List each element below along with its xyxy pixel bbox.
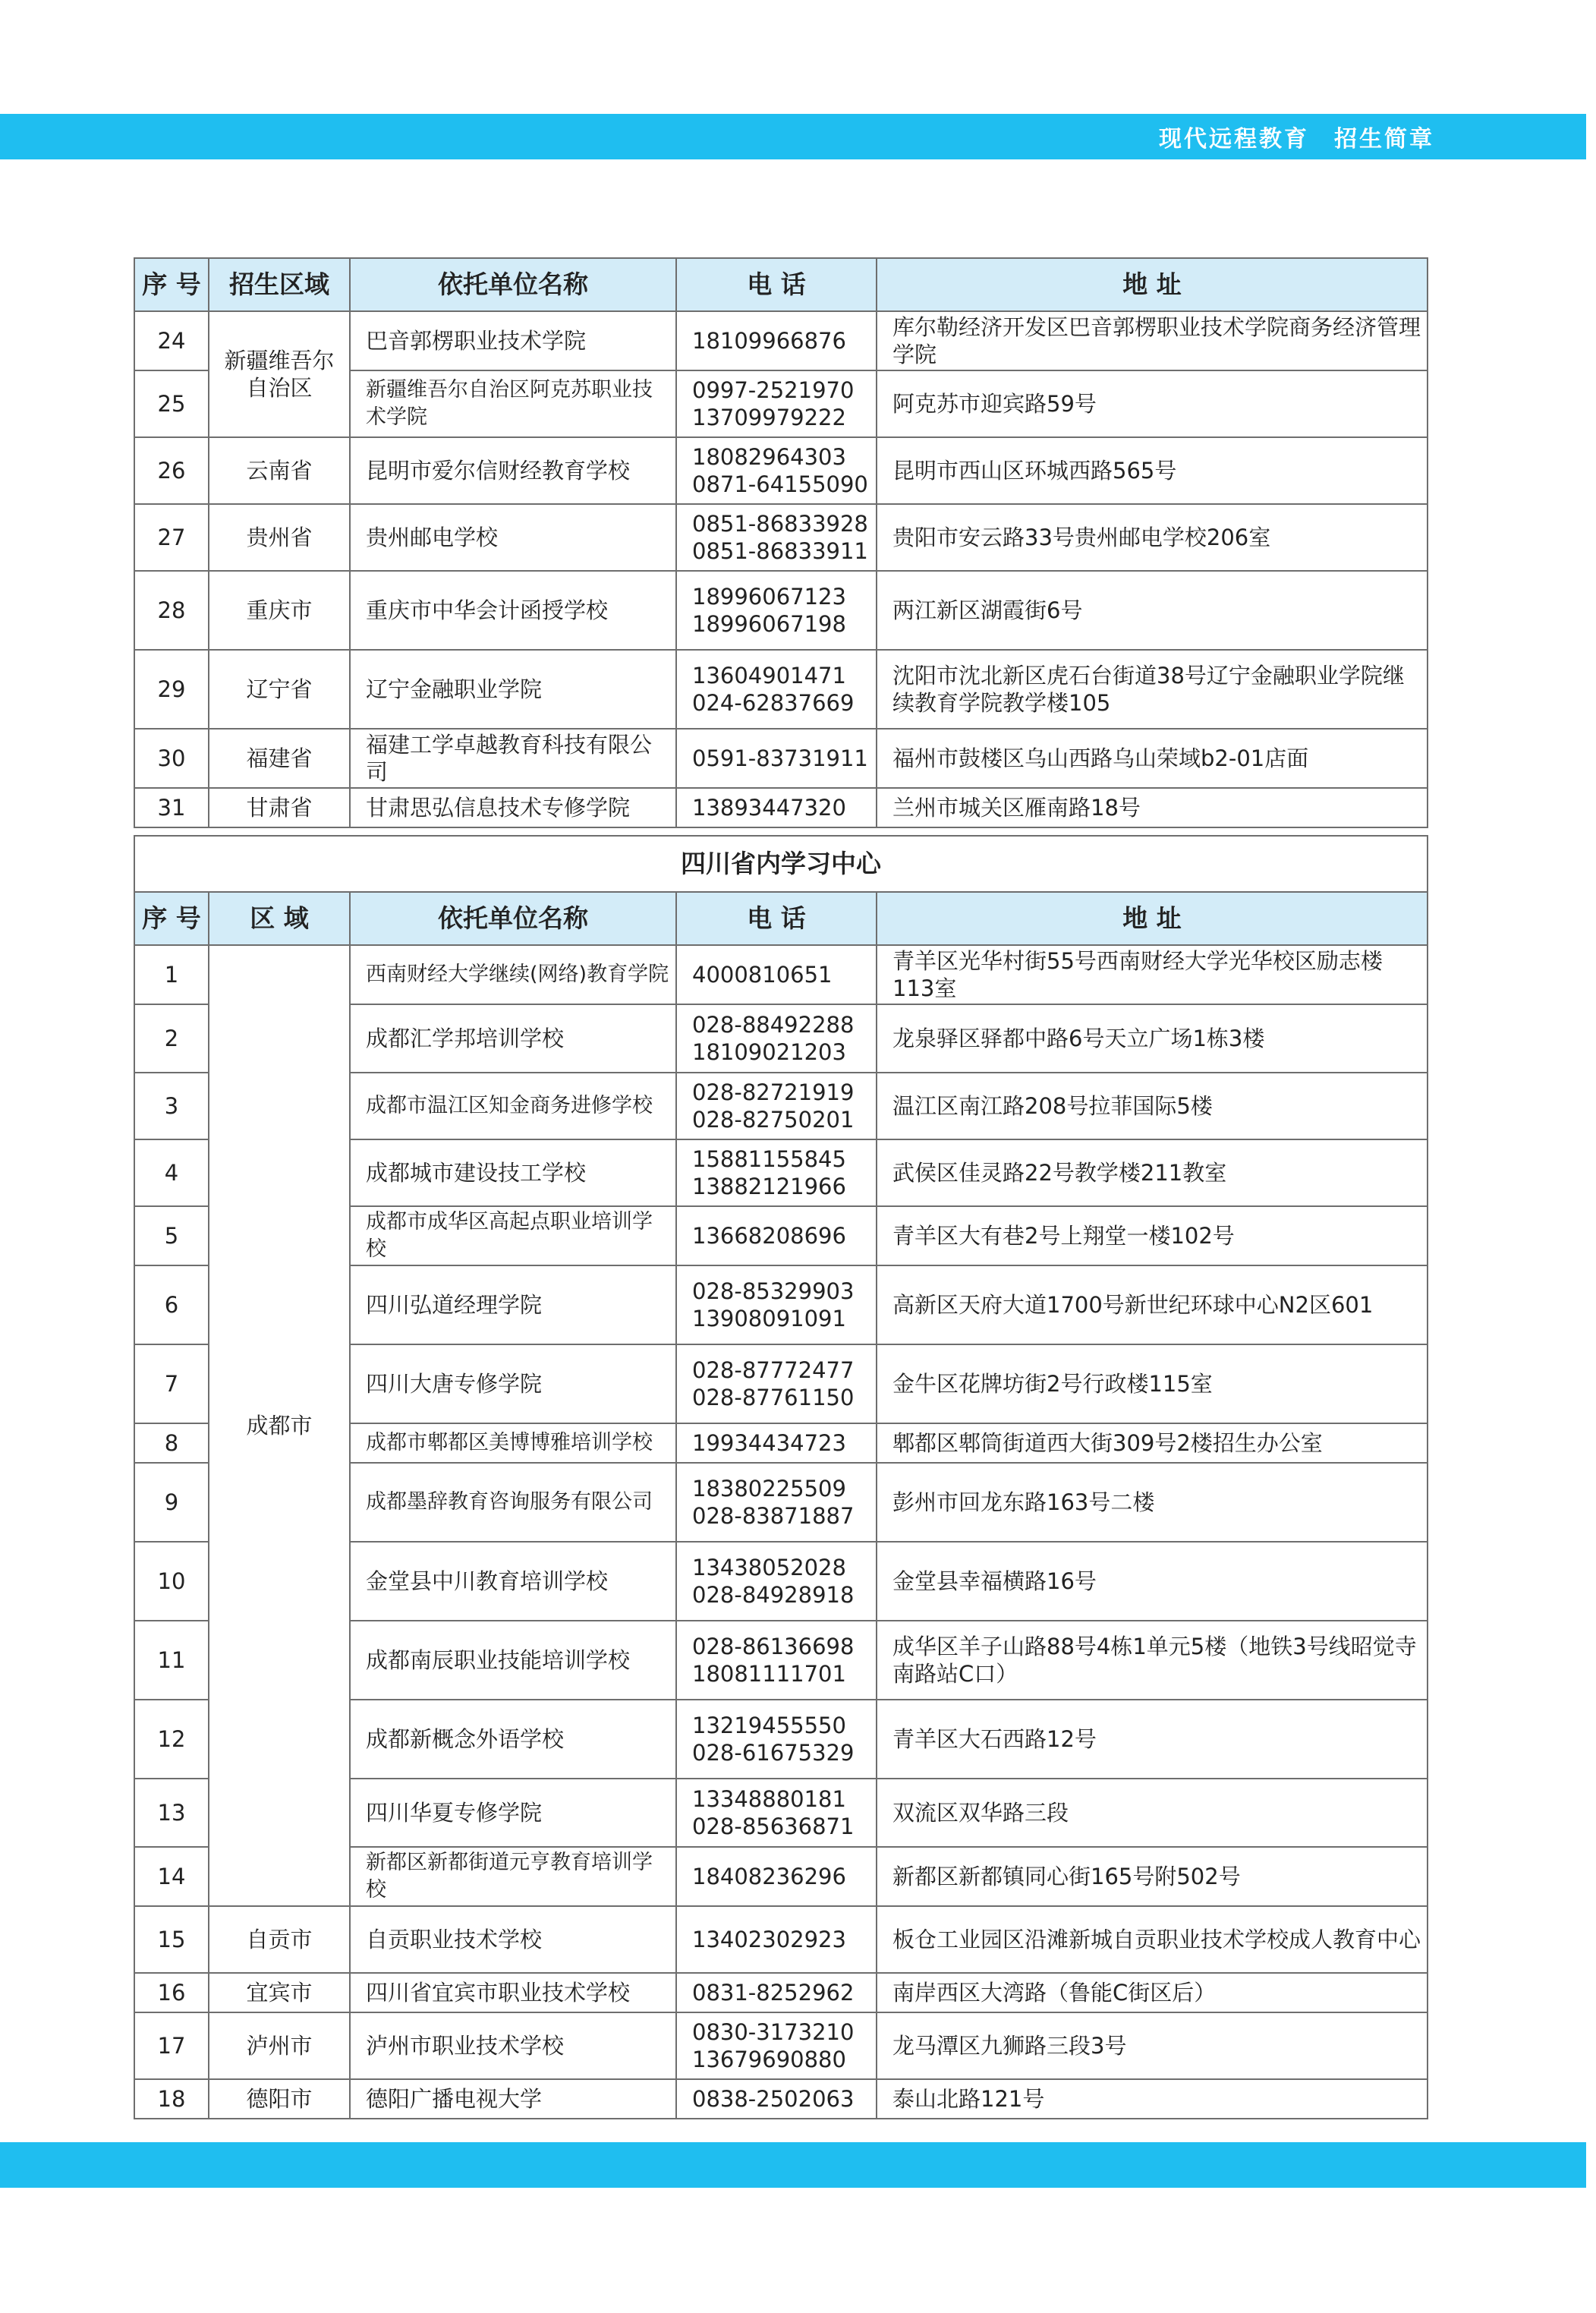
row-number: 16 bbox=[134, 1973, 209, 2012]
unit-name-cell: 福建工学卓越教育科技有限公司 bbox=[350, 729, 676, 788]
table-row bbox=[134, 788, 1428, 827]
header-band bbox=[0, 114, 1586, 159]
unit-name-cell: 四川大唐专修学院 bbox=[350, 1344, 676, 1423]
region-cell: 宜宾市 bbox=[209, 1973, 350, 2012]
phone-cell bbox=[676, 1621, 877, 1700]
col-header-unit: 依托单位名称 bbox=[350, 258, 676, 311]
phone-number: 18996067198 bbox=[692, 611, 846, 637]
region-cell: 甘肃省 bbox=[209, 788, 350, 827]
phone-number: 028-85636871 bbox=[692, 1814, 855, 1839]
row-number: 28 bbox=[134, 571, 209, 650]
unit-name-cell: 昆明市爱尔信财经教育学校 bbox=[350, 437, 676, 504]
row-number: 5 bbox=[134, 1206, 209, 1265]
sichuan-learning-centers-table bbox=[134, 835, 1428, 2119]
row-number: 4 bbox=[134, 1139, 209, 1206]
phone-number: 15881155845 bbox=[692, 1146, 846, 1172]
unit-name-cell: 成都新概念外语学校 bbox=[350, 1700, 676, 1779]
phone-number: 13348880181 bbox=[692, 1786, 846, 1812]
phone-number: 028-86136698 bbox=[692, 1634, 855, 1659]
address-cell: 福州市鼓楼区乌山西路乌山荣域b2-01店面 bbox=[877, 729, 1428, 788]
unit-name-cell: 德阳广播电视大学 bbox=[350, 2079, 676, 2119]
phone-cell bbox=[676, 729, 877, 788]
phone-cell bbox=[676, 945, 877, 1004]
phone-cell bbox=[676, 504, 877, 571]
address-cell: 沈阳市沈北新区虎石台街道38号辽宁金融职业学院继续教育学院教学楼105 bbox=[877, 650, 1428, 729]
table-body bbox=[134, 311, 1428, 827]
phone-number: 18380225509 bbox=[692, 1476, 846, 1502]
table-row bbox=[134, 1906, 1428, 1973]
col-header-phone: 电 话 bbox=[676, 892, 877, 945]
table-header-row bbox=[134, 892, 1428, 945]
region-cell: 泸州市 bbox=[209, 2012, 350, 2079]
col-header-region: 招生区域 bbox=[209, 258, 350, 311]
region-cell: 德阳市 bbox=[209, 2079, 350, 2119]
row-number: 30 bbox=[134, 729, 209, 788]
unit-name-cell: 甘肃思弘信息技术专修学院 bbox=[350, 788, 676, 827]
row-number: 15 bbox=[134, 1906, 209, 1973]
row-number: 1 bbox=[134, 945, 209, 1004]
address-cell: 彭州市回龙东路163号二楼 bbox=[877, 1463, 1428, 1542]
phone-number: 024-62837669 bbox=[692, 690, 855, 716]
phone-cell bbox=[676, 1265, 877, 1344]
row-number: 18 bbox=[134, 2079, 209, 2119]
unit-name-cell: 成都墨辞教育咨询服务有限公司 bbox=[350, 1463, 676, 1542]
phone-cell bbox=[676, 1906, 877, 1973]
phone-number: 0838-2502063 bbox=[692, 2086, 855, 2112]
unit-name-cell: 新都区新都街道元亨教育培训学校 bbox=[350, 1847, 676, 1906]
phone-number: 13438052028 bbox=[692, 1555, 846, 1580]
phone-cell bbox=[676, 370, 877, 437]
table-header-row bbox=[134, 258, 1428, 311]
address-cell: 库尔勒经济开发区巴音郭楞职业技术学院商务经济管理学院 bbox=[877, 311, 1428, 370]
table-row bbox=[134, 945, 1428, 1004]
address-cell: 阿克苏市迎宾路59号 bbox=[877, 370, 1428, 437]
footer-band bbox=[0, 2142, 1586, 2188]
col-header-number: 序 号 bbox=[134, 258, 209, 311]
col-header-number: 序 号 bbox=[134, 892, 209, 945]
table-row bbox=[134, 729, 1428, 788]
region-cell: 辽宁省 bbox=[209, 650, 350, 729]
unit-name-cell: 自贡职业技术学校 bbox=[350, 1906, 676, 1973]
phone-number: 028-88492288 bbox=[692, 1012, 855, 1038]
phone-number: 028-87772477 bbox=[692, 1357, 855, 1383]
row-number: 12 bbox=[134, 1700, 209, 1779]
address-cell: 青羊区光华村街55号西南财经大学光华校区励志楼113室 bbox=[877, 945, 1428, 1004]
phone-cell bbox=[676, 1542, 877, 1621]
region-cell: 自贡市 bbox=[209, 1906, 350, 1973]
region-cell: 贵州省 bbox=[209, 504, 350, 571]
phone-cell bbox=[676, 1344, 877, 1423]
row-number: 14 bbox=[134, 1847, 209, 1906]
table-row bbox=[134, 2012, 1428, 2079]
row-number: 24 bbox=[134, 311, 209, 370]
phone-number: 13882121966 bbox=[692, 1174, 846, 1199]
phone-number: 13604901471 bbox=[692, 663, 846, 689]
col-header-phone: 电 话 bbox=[676, 258, 877, 311]
address-cell: 兰州市城关区雁南路18号 bbox=[877, 788, 1428, 827]
phone-number: 13893447320 bbox=[692, 795, 846, 821]
phone-number: 0851-86833911 bbox=[692, 538, 868, 564]
col-header-unit: 依托单位名称 bbox=[350, 892, 676, 945]
unit-name-cell: 成都市温江区知金商务进修学校 bbox=[350, 1073, 676, 1139]
phone-number: 028-82721919 bbox=[692, 1079, 855, 1105]
phone-number: 0851-86833928 bbox=[692, 511, 868, 537]
col-header-address: 地 址 bbox=[877, 258, 1428, 311]
address-cell: 郫都区郫筒街道西大街309号2楼招生办公室 bbox=[877, 1423, 1428, 1463]
address-cell: 龙马潭区九狮路三段3号 bbox=[877, 2012, 1428, 2079]
address-cell: 龙泉驿区驿都中路6号天立广场1栋3楼 bbox=[877, 1004, 1428, 1073]
region-cell: 新疆维吾尔自治区 bbox=[209, 311, 350, 437]
phone-cell bbox=[676, 437, 877, 504]
address-cell: 两江新区湖霞街6号 bbox=[877, 571, 1428, 650]
region-cell: 云南省 bbox=[209, 437, 350, 504]
table-body bbox=[134, 945, 1428, 2119]
table-title: 四川省内学习中心 bbox=[134, 836, 1428, 892]
phone-cell bbox=[676, 1423, 877, 1463]
unit-name-cell: 成都南辰职业技能培训学校 bbox=[350, 1621, 676, 1700]
row-number: 29 bbox=[134, 650, 209, 729]
col-header-address: 地 址 bbox=[877, 892, 1428, 945]
row-number: 13 bbox=[134, 1779, 209, 1847]
phone-number: 13402302923 bbox=[692, 1927, 846, 1952]
phone-number: 18081111701 bbox=[692, 1661, 846, 1687]
phone-number: 13668208696 bbox=[692, 1223, 846, 1249]
region-cell: 重庆市 bbox=[209, 571, 350, 650]
address-cell: 青羊区大石西路12号 bbox=[877, 1700, 1428, 1779]
phone-number: 13679690880 bbox=[692, 2047, 846, 2072]
unit-name-cell: 贵州邮电学校 bbox=[350, 504, 676, 571]
address-cell: 青羊区大有巷2号上翔堂一楼102号 bbox=[877, 1206, 1428, 1265]
brochure-title: 现代远程教育 招生简章 bbox=[1159, 126, 1434, 153]
phone-cell bbox=[676, 788, 877, 827]
row-number: 25 bbox=[134, 370, 209, 437]
address-cell: 金牛区花牌坊街2号行政楼115室 bbox=[877, 1344, 1428, 1423]
row-number: 9 bbox=[134, 1463, 209, 1542]
phone-number: 18408236296 bbox=[692, 1864, 846, 1889]
phone-cell bbox=[676, 650, 877, 729]
row-number: 31 bbox=[134, 788, 209, 827]
table-row bbox=[134, 571, 1428, 650]
table-row bbox=[134, 504, 1428, 571]
phone-number: 028-82750201 bbox=[692, 1107, 855, 1133]
phone-number: 028-85329903 bbox=[692, 1278, 855, 1304]
phone-number: 13219455550 bbox=[692, 1713, 846, 1738]
row-number: 11 bbox=[134, 1621, 209, 1700]
unit-name-cell: 成都汇学邦培训学校 bbox=[350, 1004, 676, 1073]
address-cell: 贵阳市安云路33号贵州邮电学校206室 bbox=[877, 504, 1428, 571]
phone-number: 18109966876 bbox=[692, 328, 846, 354]
table-row bbox=[134, 2079, 1428, 2119]
phone-number: 0830-3173210 bbox=[692, 2019, 855, 2045]
table-row bbox=[134, 1973, 1428, 2012]
unit-name-cell: 重庆市中华会计函授学校 bbox=[350, 571, 676, 650]
region-cell: 成都市 bbox=[209, 945, 350, 1906]
phone-number: 0591-83731911 bbox=[692, 745, 868, 771]
table-row bbox=[134, 650, 1428, 729]
address-cell: 高新区天府大道1700号新世纪环球中心N2区601 bbox=[877, 1265, 1428, 1344]
row-number: 10 bbox=[134, 1542, 209, 1621]
address-cell: 泰山北路121号 bbox=[877, 2079, 1428, 2119]
phone-cell bbox=[676, 1139, 877, 1206]
phone-number: 13709979222 bbox=[692, 405, 846, 430]
phone-cell bbox=[676, 1847, 877, 1906]
phone-number: 13908091091 bbox=[692, 1306, 846, 1331]
unit-name-cell: 成都市郫都区美博博雅培训学校 bbox=[350, 1423, 676, 1463]
enrollment-table-outside-sichuan bbox=[134, 257, 1428, 828]
phone-cell bbox=[676, 1700, 877, 1779]
table-title-row bbox=[134, 836, 1428, 892]
unit-name-cell: 辽宁金融职业学院 bbox=[350, 650, 676, 729]
phone-number: 0871-64155090 bbox=[692, 471, 868, 497]
phone-number: 0997-2521970 bbox=[692, 377, 855, 403]
unit-name-cell: 成都市成华区高起点职业培训学校 bbox=[350, 1206, 676, 1265]
phone-number: 18082964303 bbox=[692, 444, 846, 470]
phone-cell bbox=[676, 1463, 877, 1542]
unit-name-cell: 泸州市职业技术学校 bbox=[350, 2012, 676, 2079]
phone-number: 028-87761150 bbox=[692, 1385, 855, 1410]
row-number: 27 bbox=[134, 504, 209, 571]
table-row bbox=[134, 437, 1428, 504]
col-header-region: 区 域 bbox=[209, 892, 350, 945]
address-cell: 金堂县幸福横路16号 bbox=[877, 1542, 1428, 1621]
address-cell: 板仓工业园区沿滩新城自贡职业技术学校成人教育中心 bbox=[877, 1906, 1428, 1973]
unit-name-cell: 巴音郭楞职业技术学院 bbox=[350, 311, 676, 370]
address-cell: 武侯区佳灵路22号教学楼211教室 bbox=[877, 1139, 1428, 1206]
table-row bbox=[134, 311, 1428, 370]
phone-number: 0831-8252962 bbox=[692, 1980, 855, 2006]
address-cell: 温江区南江路208号拉菲国际5楼 bbox=[877, 1073, 1428, 1139]
row-number: 2 bbox=[134, 1004, 209, 1073]
address-cell: 昆明市西山区环城西路565号 bbox=[877, 437, 1428, 504]
row-number: 17 bbox=[134, 2012, 209, 2079]
phone-number: 19934434723 bbox=[692, 1430, 846, 1456]
phone-cell bbox=[676, 1779, 877, 1847]
row-number: 7 bbox=[134, 1344, 209, 1423]
phone-cell bbox=[676, 571, 877, 650]
address-cell: 南岸西区大湾路（鲁能C街区后） bbox=[877, 1973, 1428, 2012]
row-number: 8 bbox=[134, 1423, 209, 1463]
row-number: 26 bbox=[134, 437, 209, 504]
phone-number: 18996067123 bbox=[692, 584, 846, 610]
phone-number: 18109021203 bbox=[692, 1039, 846, 1065]
phone-number: 028-61675329 bbox=[692, 1740, 855, 1766]
phone-cell bbox=[676, 1004, 877, 1073]
unit-name-cell: 金堂县中川教育培训学校 bbox=[350, 1542, 676, 1621]
unit-name-cell: 成都城市建设技工学校 bbox=[350, 1139, 676, 1206]
row-number: 3 bbox=[134, 1073, 209, 1139]
unit-name-cell: 四川弘道经理学院 bbox=[350, 1265, 676, 1344]
phone-cell bbox=[676, 2079, 877, 2119]
row-number: 6 bbox=[134, 1265, 209, 1344]
phone-cell bbox=[676, 311, 877, 370]
phone-cell bbox=[676, 1206, 877, 1265]
address-cell: 成华区羊子山路88号4栋1单元5楼（地铁3号线昭觉寺南路站C口） bbox=[877, 1621, 1428, 1700]
phone-cell bbox=[676, 1073, 877, 1139]
address-cell: 新都区新都镇同心街165号附502号 bbox=[877, 1847, 1428, 1906]
unit-name-cell: 西南财经大学继续(网络)教育学院 bbox=[350, 945, 676, 1004]
region-cell: 福建省 bbox=[209, 729, 350, 788]
phone-number: 028-83871887 bbox=[692, 1503, 855, 1529]
unit-name-cell: 四川省宜宾市职业技术学校 bbox=[350, 1973, 676, 2012]
phone-cell bbox=[676, 2012, 877, 2079]
unit-name-cell: 四川华夏专修学院 bbox=[350, 1779, 676, 1847]
unit-name-cell: 新疆维吾尔自治区阿克苏职业技术学院 bbox=[350, 370, 676, 437]
address-cell: 双流区双华路三段 bbox=[877, 1779, 1428, 1847]
phone-cell bbox=[676, 1973, 877, 2012]
phone-number: 4000810651 bbox=[692, 962, 833, 988]
phone-number: 028-84928918 bbox=[692, 1582, 855, 1608]
